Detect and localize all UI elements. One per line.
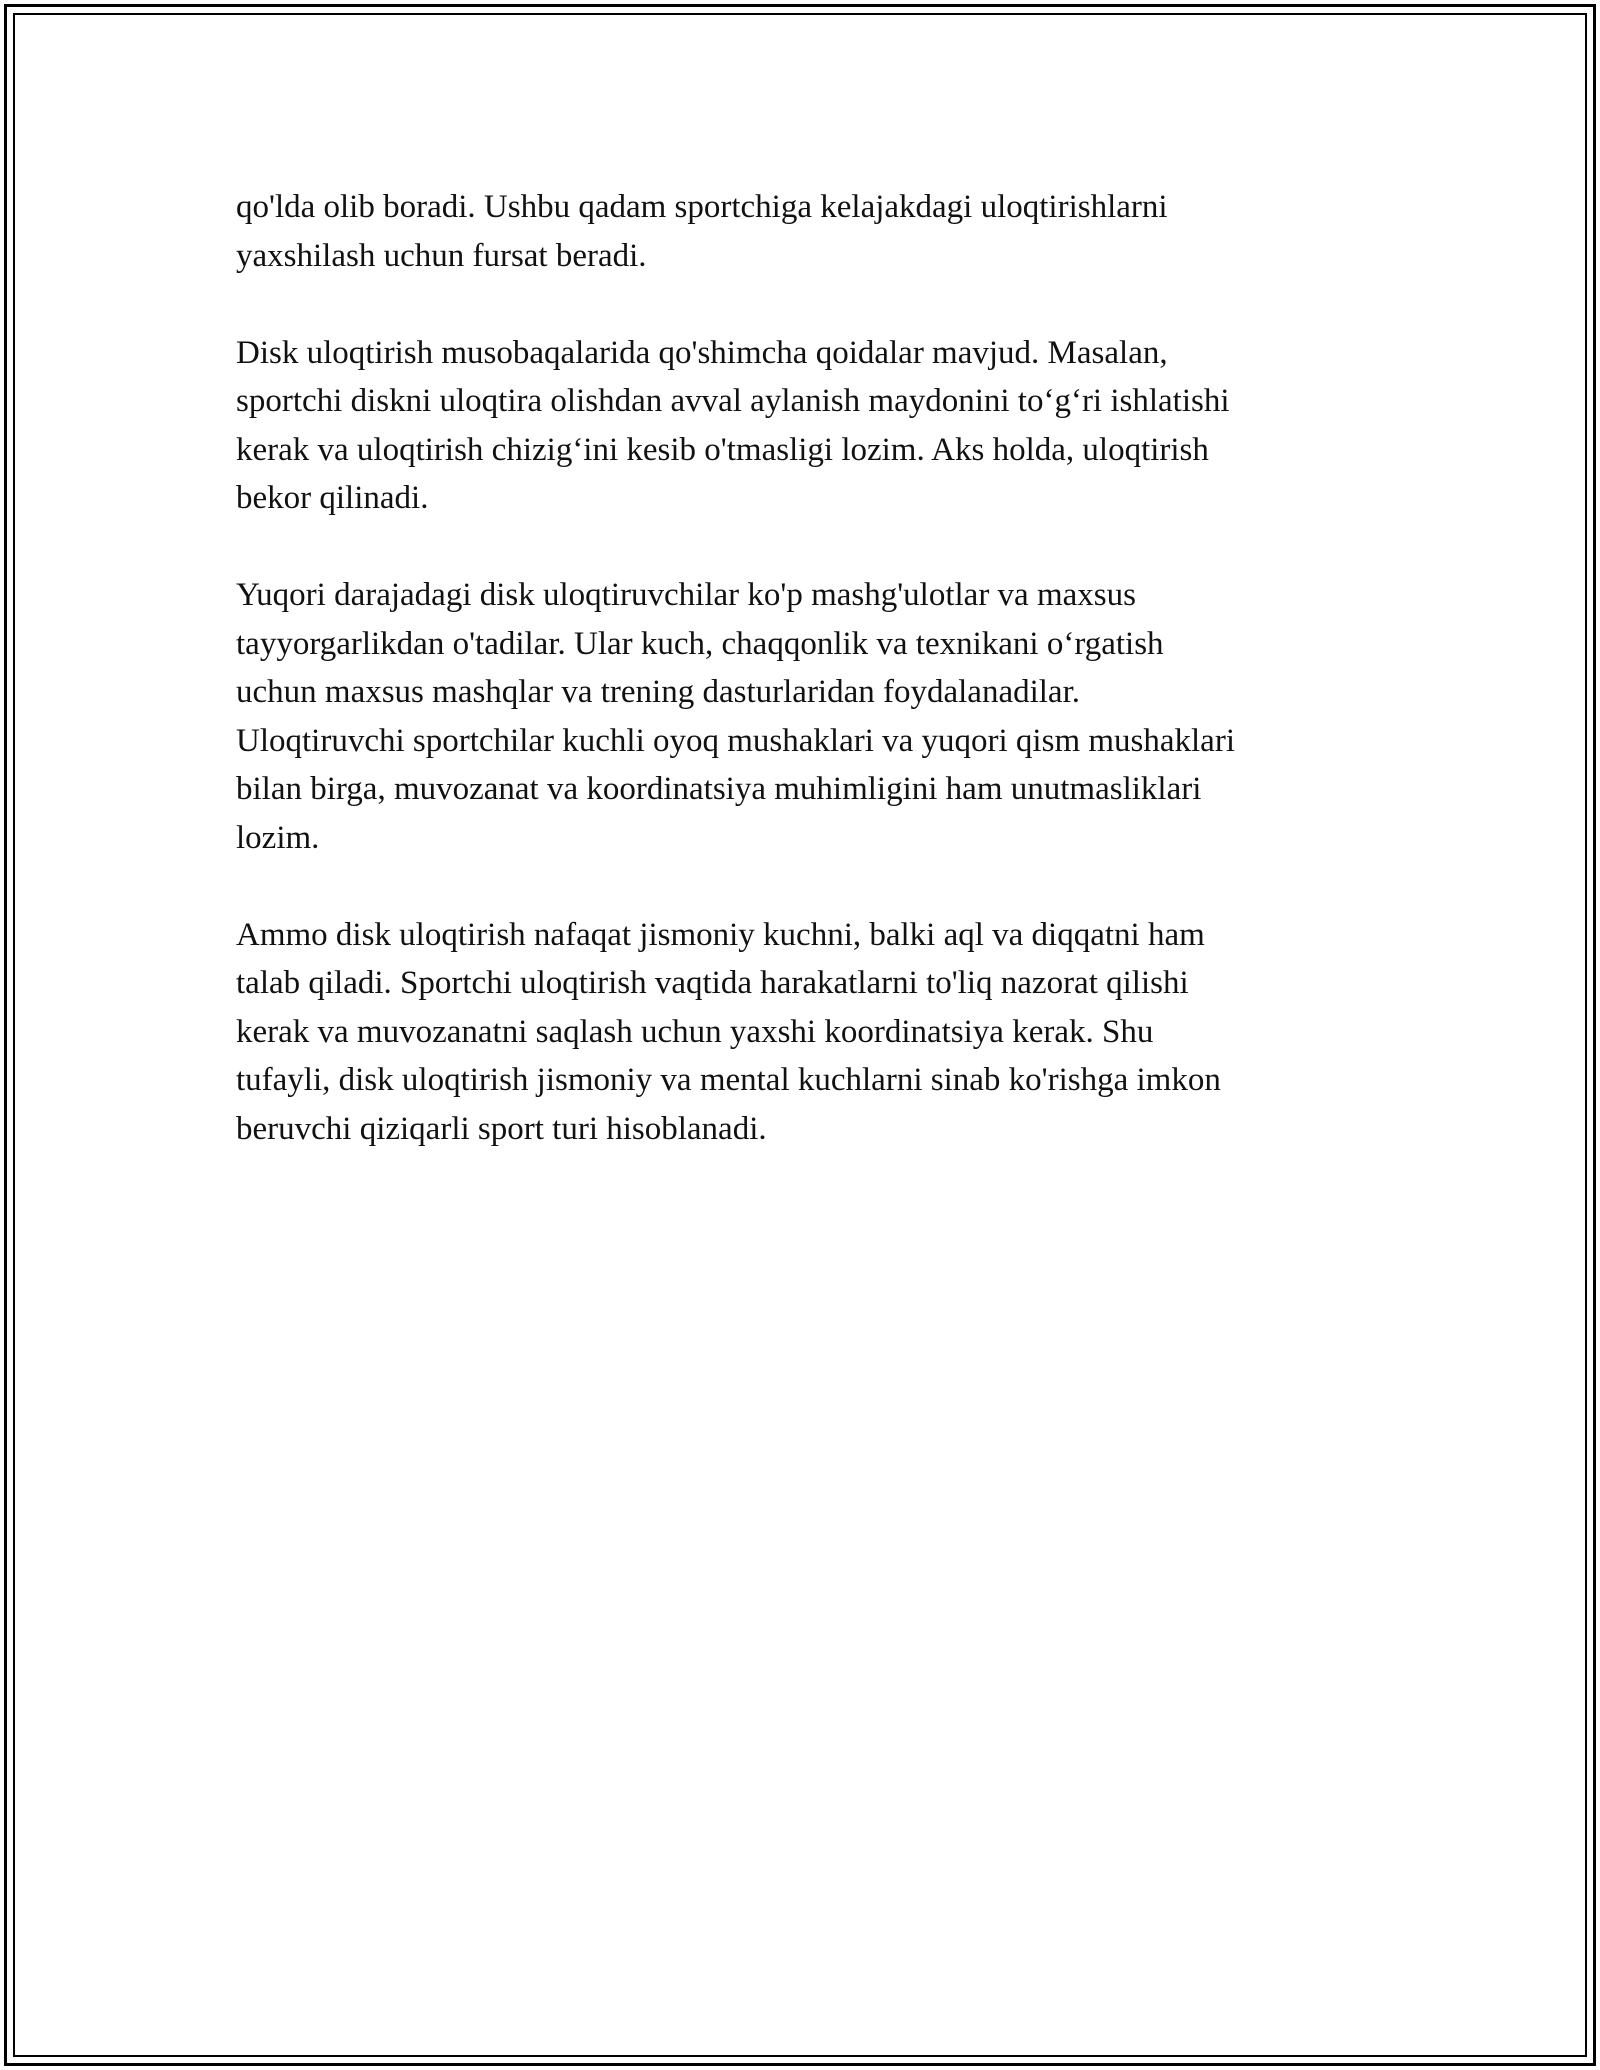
text-line: Yuqori darajadagi disk uloqtiruvchilar ko'p mashg'ulotlar va maxsus xyxy=(236,577,1136,613)
document-body xyxy=(236,183,1366,1202)
paragraph-conclusion xyxy=(236,911,1366,1154)
paragraph-training xyxy=(236,571,1366,862)
text-line: Ammo disk uloqtirish nafaqat jismoniy kuchni, balki aql va diqqatni ham xyxy=(236,916,1205,953)
text-line: bekor qilinadi. xyxy=(236,480,429,516)
text-line: bilan birga, muvozanat va koordinatsiya muhimligini ham unutmasliklari xyxy=(236,771,1202,807)
text-line: talab qiladi. Sportchi uloqtirish vaqtida harakatlarni to'liq nazorat qilishi xyxy=(236,965,1189,1001)
text-line: tayyorgarlikdan o'tadilar. Ular kuch, chaqqonlik va texnikani o‘rgatish xyxy=(236,625,1164,662)
paragraph-continuation xyxy=(236,183,1366,280)
text-line: qo'lda olib boradi. Ushbu qadam sportchiga kelajakdagi uloqtirishlarni xyxy=(236,189,1168,225)
text-line: kerak va uloqtirish chizig‘ini kesib o'tmasligi lozim. Aks holda, uloqtirish xyxy=(236,431,1209,468)
text-line: yaxshilash uchun fursat beradi. xyxy=(236,237,647,274)
text-line: Uloqtiruvchi sportchilar kuchli oyoq mushaklari va yuqori qism mushaklari xyxy=(236,722,1235,759)
text-line: Disk uloqtirish musobaqalarida qo'shimcha qoidalar mavjud. Masalan, xyxy=(236,334,1168,371)
text-line: lozim. xyxy=(236,819,320,856)
text-line: uchun maxsus mashqlar va trening dasturlaridan foydalanadilar. xyxy=(236,674,1080,710)
text-line: kerak va muvozanatni saqlash uchun yaxshi koordinatsiya kerak. Shu xyxy=(236,1013,1154,1050)
text-line: beruvchi qiziqarli sport turi hisoblanadi. xyxy=(236,1110,767,1147)
text-line: tufayli, disk uloqtirish jismoniy va mental kuchlarni sinab ko'rishga imkon xyxy=(236,1062,1221,1098)
text-line: sportchi diskni uloqtira olishdan avval aylanish maydonini to‘g‘ri ishlatishi xyxy=(236,383,1230,419)
paragraph-rules xyxy=(236,329,1366,523)
